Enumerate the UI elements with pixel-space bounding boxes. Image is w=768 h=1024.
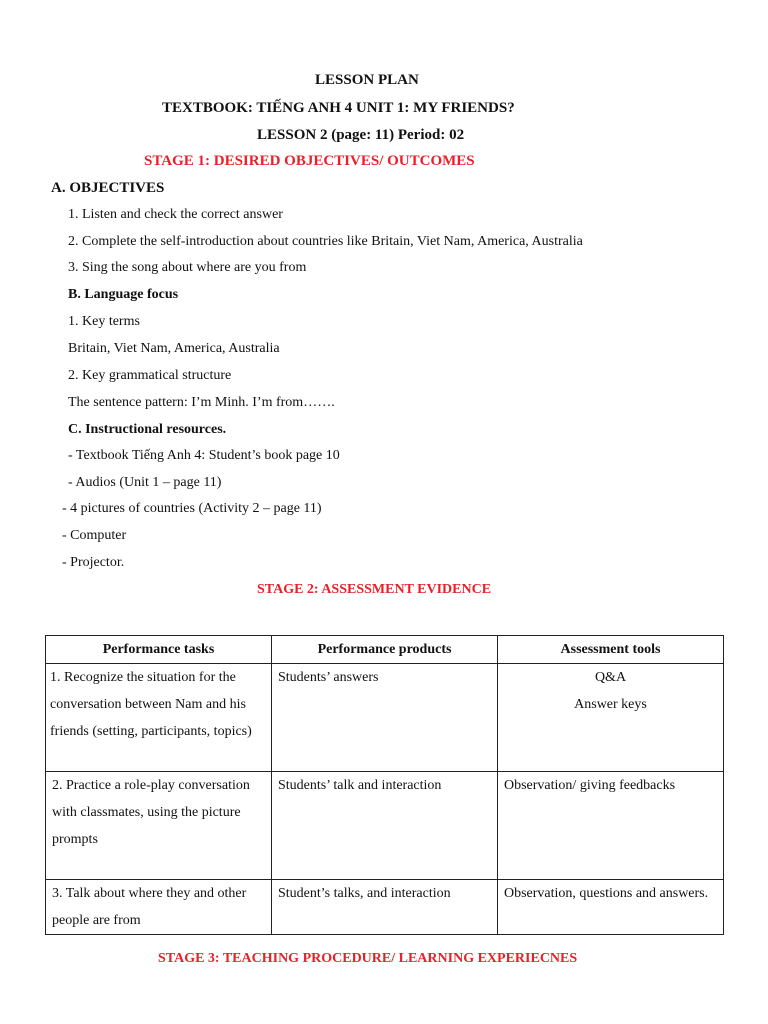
resource-item: - Textbook Tiếng Anh 4: Student’s book page 10 <box>68 448 340 463</box>
column-header: Performance tasks <box>46 636 272 664</box>
grammar-heading: 2. Key grammatical structure <box>68 368 232 383</box>
resource-item: - Computer <box>62 528 127 543</box>
objective-item: 3. Sing the song about where are you from <box>68 260 307 275</box>
stage3-heading: STAGE 3: TEACHING PROCEDURE/ LEARNING EXPERIECNES <box>158 951 578 966</box>
column-header: Performance products <box>272 636 498 664</box>
column-header: Assessment tools <box>498 636 724 664</box>
grammar-text: The sentence pattern: I’m Minh. I’m from……. <box>68 395 335 410</box>
tools-text: Observation, questions and answers. <box>504 886 709 901</box>
table-cell <box>498 772 724 880</box>
task-text: 2. Practice a role-play conversation with classmates, using the picture prompts <box>52 778 250 847</box>
table-cell <box>272 664 498 772</box>
objective-item: 1. Listen and check the correct answer <box>68 207 283 222</box>
table-cell <box>498 664 724 772</box>
lesson-line: LESSON 2 (page: 11) Period: 02 <box>257 127 465 143</box>
table-header-row <box>46 636 724 664</box>
resource-item: - Audios (Unit 1 – page 11) <box>68 475 222 490</box>
table-row <box>46 772 724 880</box>
product-text: Students’ answers <box>278 670 379 685</box>
objectives-heading: A. OBJECTIVES <box>51 180 165 196</box>
resource-item: - 4 pictures of countries (Activity 2 – page 11) <box>62 501 322 516</box>
resources-heading: C. Instructional resources. <box>68 422 227 437</box>
table-cell <box>46 664 272 772</box>
key-terms-heading: 1. Key terms <box>68 314 140 329</box>
table-row <box>46 664 724 772</box>
tools-text: Q&A <box>594 670 627 685</box>
table-cell <box>272 772 498 880</box>
lesson-plan-title: LESSON PLAN <box>315 72 419 88</box>
table-cell <box>46 772 272 880</box>
task-text: 1. Recognize the situation for the conversation between Nam and his friends (setting, participants, topics) <box>50 670 252 739</box>
stage1-heading: STAGE 1: DESIRED OBJECTIVES/ OUTCOMES <box>144 153 475 169</box>
objective-item: 2. Complete the self-introduction about countries like Britain, Viet Nam, America, Australia <box>68 234 583 249</box>
tools-text: Answer keys <box>574 697 647 712</box>
table-row <box>46 880 724 935</box>
assessment-table <box>45 635 724 935</box>
textbook-line: TEXTBOOK: TIẾNG ANH 4 UNIT 1: MY FRIENDS? <box>162 100 515 116</box>
table-cell <box>46 880 272 935</box>
table-cell <box>272 880 498 935</box>
table-cell <box>498 880 724 935</box>
stage2-heading: STAGE 2: ASSESSMENT EVIDENCE <box>257 582 492 597</box>
resource-item: - Projector. <box>62 555 125 570</box>
language-focus-heading: B. Language focus <box>68 287 179 302</box>
tools-text: Observation/ giving feedbacks <box>504 778 676 793</box>
key-terms-text: Britain, Viet Nam, America, Australia <box>68 341 280 356</box>
product-text: Student’s talks, and interaction <box>278 886 451 901</box>
task-text: 3. Talk about where they and other people are from <box>52 886 247 928</box>
product-text: Students’ talk and interaction <box>278 778 442 793</box>
